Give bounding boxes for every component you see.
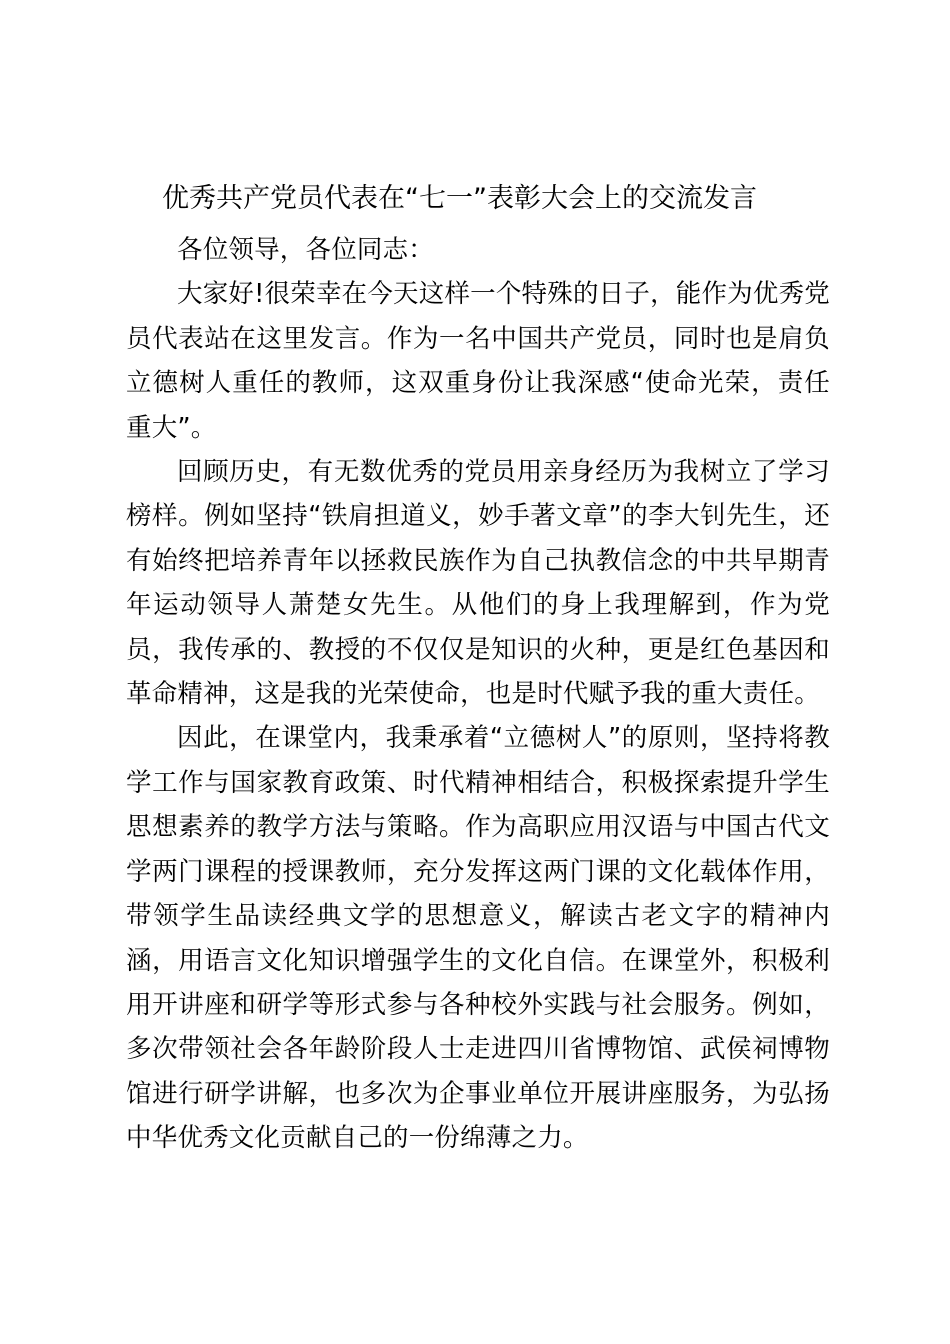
document-title: 优秀共产党员代表在“七一”表彰大会上的交流发言 (162, 183, 757, 214)
paragraph-teaching: 因此，在课堂内，我秉承着“立德树人”的原则，坚持将教学工作与国家教育政策、时代精神相结合，积极探索提升学生思想素养的教学方法与策略。作为高职应用汉语与中国古代文学两门课程的授课教师，充分发挥这两门课的文化载体作用，带领学生品读经典文学的思想意义，解读古老文字的精神内涵，用语言文化知识增强学生的文化自信。在课堂外，积极利用开讲座和研学等形式参与各种校外实践与社会服务。例如，多次带领社会各年龄阶段人士走进四川省博物馆、武侯祠博物馆进行研学讲解，也多次为企事业单位开展讲座服务，为弘扬中华优秀文化贡献自己的一份绵薄之力。 (126, 723, 830, 1154)
document-body (126, 228, 830, 1161)
salutation: 各位领导，各位同志： (177, 235, 435, 265)
paragraph-greeting: 大家好!很荣幸在今天这样一个特殊的日子，能作为优秀党员代表站在这里发言。作为一名中国共产党员，同时也是肩负立德树人重任的教师，这双重身份让我深感“使命光荣，责任重大”。 (126, 279, 830, 443)
paragraph-history: 回顾历史，有无数优秀的党员用亲身经历为我树立了学习榜样。例如坚持“铁肩担道义，妙手著文章”的李大钊先生，还有始终把培养青年以拯救民族作为自己执教信念的中共早期青年运动领导人萧楚女先生。从他们的身上我理解到，作为党员，我传承的、教授的不仅仅是知识的火种，更是红色基因和革命精神，这是我的光荣使命，也是时代赋予我的重大责任。 (126, 457, 830, 710)
